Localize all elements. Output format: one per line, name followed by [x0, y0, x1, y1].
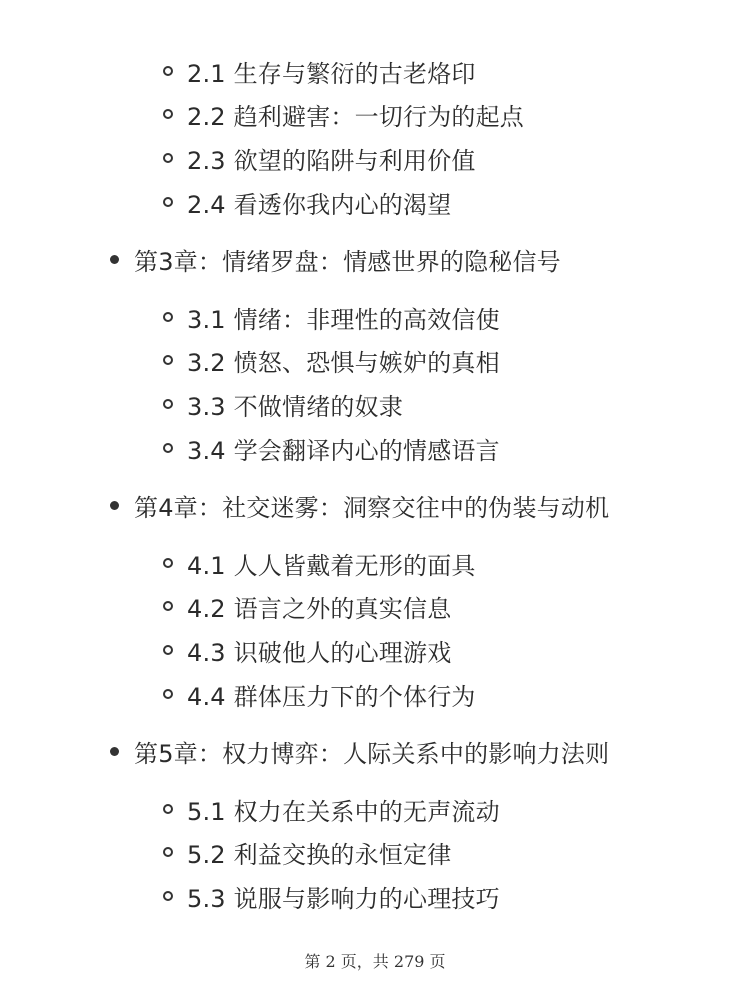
toc-sub-item-label: 3.1 情绪：非理性的高效信使: [187, 305, 500, 334]
hollow-bullet-icon: [163, 891, 173, 901]
toc-chapter-label: 第5章：权力博弈：人际关系中的影响力法则: [134, 739, 610, 768]
toc-sub-item: [163, 674, 476, 714]
toc-sub-item: [163, 384, 403, 424]
hollow-bullet-icon: [163, 645, 173, 655]
toc-sub-item: [163, 138, 476, 178]
hollow-bullet-icon: [163, 804, 173, 814]
toc-sub-item: [163, 94, 524, 134]
toc-sub-item-label: 4.2 语言之外的真实信息: [187, 594, 452, 623]
filled-bullet-icon: [110, 255, 119, 264]
toc-sub-item-label: 4.1 人人皆戴着无形的面具: [187, 551, 476, 580]
toc-sub-item: [163, 586, 451, 626]
toc-sub-item: [163, 543, 476, 583]
hollow-bullet-icon: [163, 689, 173, 699]
hollow-bullet-icon: [163, 558, 173, 568]
toc-sub-item: [163, 51, 476, 91]
hollow-bullet-icon: [163, 847, 173, 857]
page-number-footer: 第 2 页，共 279 页: [304, 952, 446, 971]
toc-sub-item: [163, 428, 500, 468]
toc-chapter-item: [110, 239, 561, 279]
toc-sub-item-label: 4.3 识破他人的心理游戏: [187, 638, 452, 667]
toc-sub-item-label: 3.4 学会翻译内心的情感语言: [187, 436, 500, 465]
toc-sub-item-label: 3.2 愤怒、恐惧与嫉妒的真相: [187, 348, 500, 377]
hollow-bullet-icon: [163, 443, 173, 453]
filled-bullet-icon: [110, 501, 119, 510]
toc-sub-item-label: 2.1 生存与繁衍的古老烙印: [187, 59, 476, 88]
toc-sub-item: [163, 630, 451, 670]
hollow-bullet-icon: [163, 355, 173, 365]
toc-sub-item-label: 2.4 看透你我内心的渴望: [187, 190, 452, 219]
toc-sub-item-label: 5.3 说服与影响力的心理技巧: [187, 884, 500, 913]
hollow-bullet-icon: [163, 153, 173, 163]
toc-chapter-label: 第3章：情绪罗盘：情感世界的隐秘信号: [134, 247, 561, 276]
toc-sub-item-label: 2.3 欲望的陷阱与利用价值: [187, 146, 476, 175]
toc-sub-item-label: 5.2 利益交换的永恒定律: [187, 840, 452, 869]
hollow-bullet-icon: [163, 399, 173, 409]
toc-sub-item: [163, 297, 500, 337]
toc-chapter-item: [110, 731, 609, 771]
hollow-bullet-icon: [163, 197, 173, 207]
filled-bullet-icon: [110, 747, 119, 756]
toc-sub-item-label: 4.4 群体压力下的个体行为: [187, 682, 476, 711]
toc-sub-item: [163, 876, 500, 916]
toc-sub-item-label: 2.2 趋利避害：一切行为的起点: [187, 102, 524, 131]
hollow-bullet-icon: [163, 109, 173, 119]
toc-sub-item: [163, 789, 500, 829]
toc-sub-item: [163, 182, 451, 222]
hollow-bullet-icon: [163, 601, 173, 611]
toc-sub-item: [163, 832, 451, 872]
toc-sub-item-label: 3.3 不做情绪的奴隶: [187, 392, 403, 421]
hollow-bullet-icon: [163, 66, 173, 76]
toc-chapter-label: 第4章：社交迷雾：洞察交往中的伪装与动机: [134, 493, 610, 522]
toc-chapter-item: [110, 485, 609, 525]
toc-sub-item: [163, 340, 500, 380]
hollow-bullet-icon: [163, 312, 173, 322]
toc-sub-item-label: 5.1 权力在关系中的无声流动: [187, 797, 500, 826]
